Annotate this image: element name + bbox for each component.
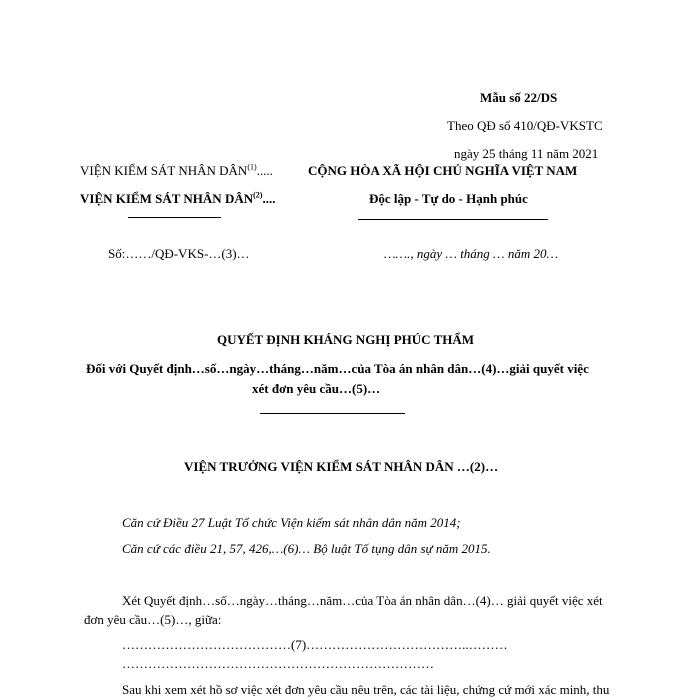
form-date: ngày 25 tháng 11 năm 2021	[454, 146, 599, 161]
footnote-1: (1)	[247, 162, 257, 172]
body-paragraph-1-line1: Xét Quyết định…số…ngày…tháng…năm…của Tòa án nhân dân…(4)… giải quyết việc xét	[122, 593, 603, 608]
body-paragraph-2-line1: Sau khi xem xét hồ sơ việc xét đơn yêu cầu nêu trên, các tài liệu, chứng cứ mới xác minh, thu	[122, 682, 610, 697]
agency-issuing-tail: ....	[262, 191, 276, 206]
agency-superior-text: VIỆN KIỂM SÁT NHÂN DÂN	[80, 163, 248, 178]
parties-blank-line1: …………………………………(7)………………………………..………	[122, 637, 508, 652]
document-subtitle-line1: Đối với Quyết định…số…ngày…tháng…năm…của Tòa án nhân dân…(4)…giải quyết việc	[86, 361, 589, 376]
footnote-2: (2)	[253, 190, 263, 200]
body-paragraph-1-line2: đơn yêu cầu…(5)…, giữa:	[84, 612, 222, 627]
agency-superior	[80, 163, 273, 179]
agency-issuing-text: VIỆN KIỂM SÁT NHÂN DÂN	[80, 191, 254, 206]
form-reference: Theo QĐ số 410/QĐ-VKSTC	[447, 118, 603, 133]
legal-basis-1: Căn cứ Điều 27 Luật Tổ chức Viện kiểm sát nhân dân năm 2014;	[122, 515, 461, 530]
title-underline	[260, 413, 405, 414]
motto-underline	[358, 219, 548, 220]
form-code: Mẫu số 22/DS	[480, 90, 558, 105]
issuing-authority: VIỆN TRƯỞNG VIỆN KIỂM SÁT NHÂN DÂN …(2)…	[184, 459, 499, 474]
legal-basis-2: Căn cứ các điều 21, 57, 426,…(6)… Bộ luật Tố tụng dân sự năm 2015.	[122, 541, 491, 556]
place-date: ……., ngày … tháng … năm 20…	[384, 246, 559, 261]
document-title: QUYẾT ĐỊNH KHÁNG NGHỊ PHÚC THẨM	[217, 332, 475, 347]
parties-blank-line2: ………………………………………………………………	[122, 656, 434, 671]
document-number: Số:……/QĐ-VKS-…(3)…	[108, 246, 250, 261]
agency-superior-tail: .....	[256, 163, 273, 178]
nation-name: CỘNG HÒA XÃ HỘI CHỦ NGHĨA VIỆT NAM	[308, 163, 578, 178]
national-motto: Độc lập - Tự do - Hạnh phúc	[369, 191, 528, 206]
document-subtitle-line2: xét đơn yêu cầu…(5)…	[252, 381, 381, 396]
agency-underline	[128, 217, 221, 218]
agency-issuing	[80, 191, 275, 207]
